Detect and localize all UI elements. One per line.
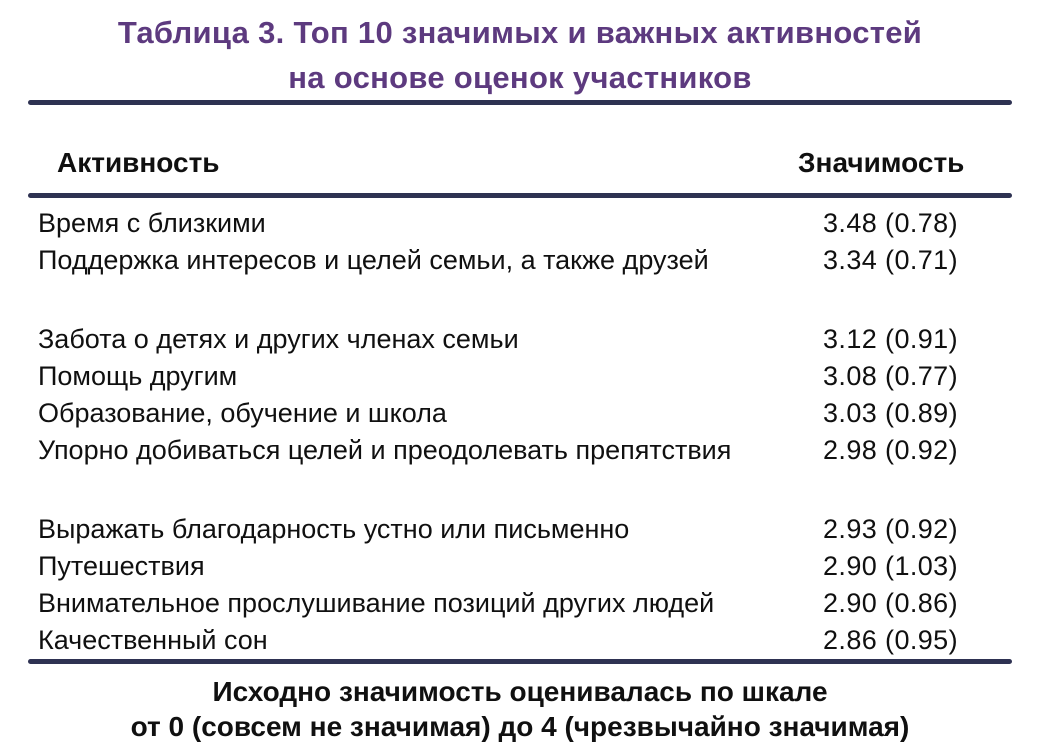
significance-cell: 2.86 (0.95): [823, 625, 958, 655]
table-row: [0, 585, 1040, 622]
bottom-divider: [28, 659, 1012, 664]
figure-title-line2: на основе оценок участников: [288, 60, 752, 95]
significance-cell: 3.12 (0.91): [823, 324, 958, 354]
table-row: [0, 622, 1040, 659]
activity-cell: Упорно добиваться целей и преодолевать препятствия: [38, 435, 732, 465]
significance-cell: 2.90 (1.03): [823, 551, 958, 581]
table-row: [0, 321, 1040, 358]
row-group-3: [0, 511, 1040, 659]
significance-cell: 2.90 (0.86): [823, 588, 958, 618]
table-header-row: [0, 145, 1040, 181]
scale-footnote: [0, 674, 1040, 744]
table-row: [0, 548, 1040, 585]
table-body: [0, 205, 1040, 659]
significance-cell: 3.48 (0.78): [823, 208, 958, 238]
activity-cell: Забота о детях и других членах семьи: [38, 324, 519, 354]
scale-footnote-line1: Исходно значимость оценивалась по шкале: [212, 676, 828, 707]
scale-footnote-line2: от 0 (совсем не значимая) до 4 (чрезвычайно значимая): [130, 711, 910, 742]
activity-cell: Внимательное прослушивание позиций других людей: [38, 588, 715, 618]
figure-title: [0, 0, 1040, 100]
activity-cell: Образование, обучение и школа: [38, 398, 447, 428]
activity-cell: Качественный сон: [38, 625, 268, 655]
significance-cell: 3.03 (0.89): [823, 398, 958, 428]
table-row: [0, 395, 1040, 432]
table-row: [0, 242, 1040, 279]
table-row: [0, 511, 1040, 548]
header-divider: [28, 193, 1012, 198]
table-row: [0, 358, 1040, 395]
significance-cell: 3.34 (0.71): [823, 245, 958, 275]
significance-cell: 3.08 (0.77): [823, 361, 958, 391]
top-divider: [28, 100, 1012, 105]
significance-cell: 2.93 (0.92): [823, 514, 958, 544]
activity-cell: Поддержка интересов и целей семьи, а также друзей: [38, 245, 709, 275]
activity-cell: Выражать благодарность устно или письменно: [38, 514, 630, 544]
row-group-2: [0, 321, 1040, 469]
figure-title-line1: Таблица 3. Топ 10 значимых и важных активностей: [117, 15, 923, 50]
significance-cell: 2.98 (0.92): [823, 435, 958, 465]
significance-column-header: Значимость: [798, 147, 965, 178]
row-group-1: [0, 205, 1040, 279]
activity-column-header: Активность: [57, 147, 220, 178]
table-row: [0, 432, 1040, 469]
table-row: [0, 205, 1040, 242]
activity-cell: Время с близкими: [38, 208, 266, 238]
activity-cell: Путешествия: [38, 551, 205, 581]
activity-cell: Помощь другим: [38, 361, 238, 391]
